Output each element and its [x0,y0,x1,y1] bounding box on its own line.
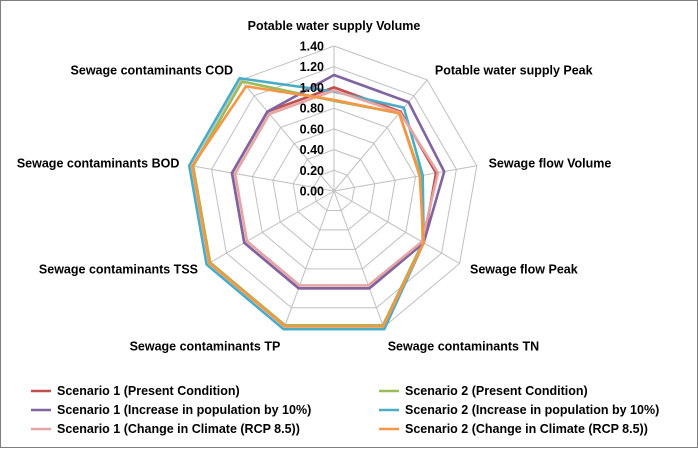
axis-label: Sewage contaminants BOD [16,156,180,171]
axis-label: Sewage contaminants COD [70,63,234,78]
legend [31,384,659,436]
axis-label: Sewage contaminants TN [387,339,540,354]
legend-label: Scenario 2 (Increase in population by 10%) [405,403,660,417]
legend-label: Scenario 1 (Change in Climate (RCP 8.5)) [57,422,300,436]
axis-label: Sewage flow Volume [488,156,612,171]
axis-spoke [334,191,460,264]
axis-label: Potable water supply Volume [247,19,421,33]
tick-label: 1.20 [299,60,324,75]
tick-label: 0.40 [299,143,324,158]
axis-label: Potable water supply Peak [434,63,593,78]
series-line-4 [189,78,424,329]
axis-spoke [208,191,334,264]
tick-label: 1.40 [299,39,324,54]
axis-label: Sewage flow Peak [470,262,578,277]
axis-spoke [284,191,334,327]
tick-label: 0.20 [299,163,324,178]
axis-spoke [334,166,477,191]
legend-label: Scenario 1 (Present Condition) [57,384,240,398]
legend-label: Scenario 2 (Change in Climate (RCP 8.5)) [405,422,648,436]
axis-spoke [334,191,384,327]
tick-label: 1.00 [299,80,324,95]
tick-label: 0.60 [299,122,324,137]
axis-label: Sewage contaminants TP [129,339,281,354]
radar-chart [1,1,698,449]
legend-label: Scenario 2 (Present Condition) [405,384,588,398]
tick-label: 0.00 [299,184,324,199]
axis-label: Sewage contaminants TSS [38,262,198,277]
tick-label: 0.80 [299,101,324,116]
legend-label: Scenario 1 (Increase in population by 10%) [57,403,312,417]
